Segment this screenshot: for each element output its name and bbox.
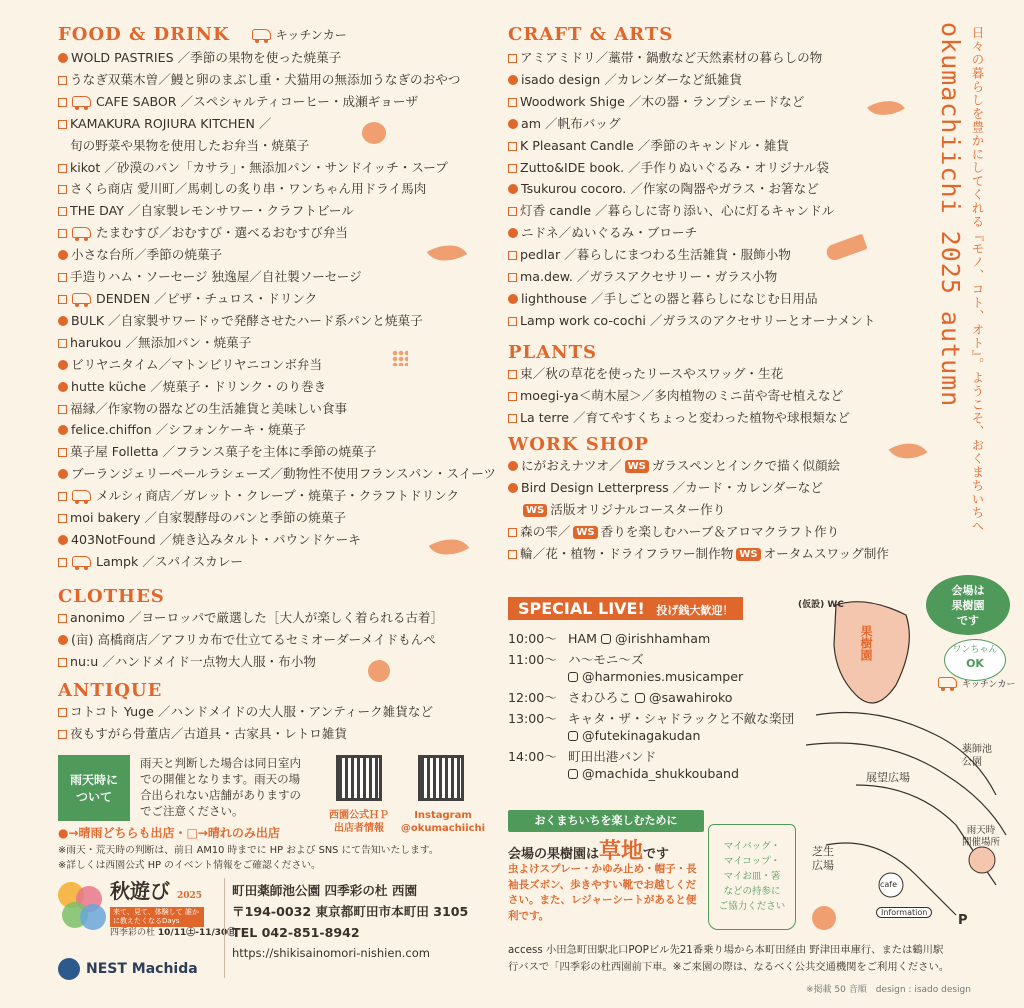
kitchen-car-icon xyxy=(72,490,91,501)
vendor-text: (亩) 高橋商店／アフリカ布で仕立てるセミオーダーメイドもんぺ xyxy=(71,631,436,647)
instagram-icon xyxy=(568,731,578,741)
workshop-item xyxy=(508,499,889,521)
autumn-fest-logo-icon xyxy=(58,882,110,934)
rain-ok-marker xyxy=(58,250,68,260)
vendor-item xyxy=(58,222,496,244)
credit: ※掲載 50 音順 design : isado design xyxy=(806,985,971,995)
venue-name: 町田薬師池公園 四季彩の杜 西園 xyxy=(232,883,418,898)
kitchen-car-icon xyxy=(252,29,271,40)
sunny-only-marker xyxy=(58,514,67,523)
rain-text-line: でご注意ください。 xyxy=(140,804,244,818)
live-item xyxy=(508,748,794,782)
sunny-only-marker xyxy=(58,492,67,501)
vendor-item xyxy=(508,113,875,135)
map-wc: (仮設) WC xyxy=(798,600,844,610)
sunny-only-marker xyxy=(58,614,67,623)
map-info: Information xyxy=(876,907,932,918)
workshop-text: 香りを楽しむハーブ＆アロマクラフト作り xyxy=(600,523,840,539)
vendor-item xyxy=(58,507,496,529)
vendor-text: KAMAKURA ROJIURA KITCHEN ／ xyxy=(70,115,272,131)
kitchen-car-icon xyxy=(72,227,91,238)
vendor-item xyxy=(58,723,433,745)
enjoy-headline xyxy=(508,834,669,865)
live-name: キャタ・ザ・シャドラックと不敵な楽団 xyxy=(568,711,795,726)
workshop-text: にがおえナツオ／ xyxy=(521,458,622,473)
footer-divider xyxy=(224,878,225,978)
workshop-text: 森の雫／ xyxy=(520,523,571,539)
sunny-only-marker xyxy=(508,142,517,151)
vendor-text: ビリヤニタイム／マトンビリヤニコンボ弁当 xyxy=(71,356,323,372)
vendor-item xyxy=(508,363,850,385)
workshop-text: 活版オリジナルコースター作り xyxy=(550,501,726,517)
live-item xyxy=(508,651,794,685)
vendor-text: 夜もすがら骨董店／古道具・古家具・レトロ雑貨 xyxy=(70,725,348,741)
craft-title: CRAFT & ARTS xyxy=(508,24,674,45)
sunny-only-marker xyxy=(58,185,67,194)
rain-ok-marker xyxy=(508,294,518,304)
rain-ok-marker xyxy=(58,382,68,392)
sunny-only-marker xyxy=(508,98,517,107)
rain-ok-marker xyxy=(508,461,518,471)
bag-note xyxy=(708,824,796,930)
vendor-item xyxy=(58,607,443,629)
rain-ok-marker xyxy=(508,75,518,85)
nest-name: NEST Machida xyxy=(86,961,198,977)
vendor-text: THE DAY ／自家製レモンサワー・クラフトビール xyxy=(70,203,354,219)
map-orchard: 果樹園 xyxy=(859,625,873,661)
sunny-only-marker xyxy=(508,370,517,379)
vendor-item xyxy=(58,332,496,354)
spacer xyxy=(58,142,67,151)
vendor-item xyxy=(58,463,496,485)
workshop-text: 輪／花・植物・ドライフラワー制作物 xyxy=(520,545,734,561)
vendor-item xyxy=(58,441,496,463)
vendor-text: 旬の野菜や果物を使用したお弁当・焼菓子 xyxy=(70,137,310,153)
ws-badge: WS xyxy=(573,526,597,539)
map-bubble-line: 会場は xyxy=(951,584,985,597)
ws-badge: WS xyxy=(736,548,760,561)
rain-ok-marker xyxy=(508,184,518,194)
map-rain-venue xyxy=(962,825,1000,849)
vendor-text: 福縁／作家物の器などの生活雑貨と美味しい食事 xyxy=(70,400,348,416)
vendor-text: 菓子屋 Folletta ／フランス菓子を主体に季節の焼菓子 xyxy=(70,444,377,460)
rain-text-line: での開催となります。雨天の場 xyxy=(140,772,301,786)
grapes-icon xyxy=(392,350,408,366)
qr-hp-label xyxy=(316,809,402,835)
logo-org: 四季彩の杜 xyxy=(110,928,156,938)
vendor-item xyxy=(58,398,496,420)
workshop-item xyxy=(508,455,889,477)
sunny-only-marker xyxy=(58,405,67,414)
sunny-only-marker xyxy=(508,251,517,260)
vendor-item xyxy=(508,385,850,407)
enjoy-body-line: 虫よけスプレー・かゆみ止め・帽子・長 xyxy=(508,863,697,875)
vendor-item xyxy=(58,288,496,310)
access-line: 行バスで「四季彩の杜西園前下車。※ご来園の際は、なるべく公共交通機関をご利用ください。 xyxy=(508,961,950,973)
vendor-item xyxy=(58,485,496,507)
instagram-icon xyxy=(601,634,611,644)
enjoy-body xyxy=(508,862,697,924)
workshop-text: オータムスワッグ制作 xyxy=(763,545,889,561)
enjoy-body-line: 利です。 xyxy=(508,909,550,922)
workshop-item xyxy=(508,477,889,499)
vendor-text: Woodwork Shige ／木の器・ランプシェードなど xyxy=(520,93,805,109)
map-bubble-line: です xyxy=(957,614,979,627)
qr-hp-label-1: 西園公式ＨＰ xyxy=(329,810,389,821)
map-bubble xyxy=(926,575,1010,635)
live-subtitle: 投げ銭大歓迎！ xyxy=(656,604,734,617)
map-pond-line: 薬師池 xyxy=(962,744,992,755)
qr-code-icon xyxy=(418,755,464,801)
vendor-item xyxy=(508,222,875,244)
vendor-text: La terre ／育てやすくちょっと変わった植物や球根類など xyxy=(520,409,850,425)
venue-tel: TEL 042-851-8942 xyxy=(232,925,360,940)
vendor-item xyxy=(508,47,875,69)
vendor-text: 403NotFound ／焼き込みタルト・パウンドケーキ xyxy=(71,531,361,547)
map-cafe: cafe xyxy=(880,880,898,889)
vendor-text: アミアミドリ／藁帯・鍋敷など天然素材の暮らしの物 xyxy=(520,50,823,65)
sunny-only-marker xyxy=(58,207,67,216)
live-name: さわひろこ xyxy=(568,690,631,705)
qr-instagram[interactable] xyxy=(418,755,464,801)
map-pond-line: 公園 xyxy=(962,757,982,768)
vendor-item xyxy=(58,376,496,398)
bag-line: マイバッグ・ xyxy=(723,841,781,852)
vendor-text: 灯香 candle ／暮らしに寄り添い、心に灯るキャンドル xyxy=(520,203,835,219)
live-ig[interactable]: @machida_shukkouband xyxy=(582,766,740,781)
chestnut-icon xyxy=(812,906,836,930)
vendor-text: メルシィ商店／ガレット・クレープ・焼菓子・クラフトドリンク xyxy=(96,488,460,504)
dog-ok-line: OK xyxy=(966,657,984,670)
vendor-text: Zutto&IDE book. ／手作りぬいぐるみ・オリジナル袋 xyxy=(520,159,829,175)
vendor-text: hutte küche ／焼菓子・ドリンク・のり巻き xyxy=(71,378,327,394)
plants-section xyxy=(508,342,850,429)
live-header xyxy=(508,597,743,620)
sunny-only-marker xyxy=(508,528,517,537)
sunny-only-marker xyxy=(508,273,517,282)
vendor-item xyxy=(508,310,875,332)
vendor-text: ニドネ／ぬいぐるみ・ブローチ xyxy=(521,225,698,241)
vendor-text: anonimo ／ヨーロッパで厳選した［大人が楽しく着られる古着］ xyxy=(70,610,444,625)
map-rain-line: 開催場所 xyxy=(962,837,1001,848)
nest-logo xyxy=(58,958,198,980)
vendor-item xyxy=(58,91,496,113)
venue-map xyxy=(796,585,1016,935)
enjoy-headline-c: です xyxy=(643,847,670,862)
rain-badge xyxy=(58,755,130,821)
vendor-item xyxy=(508,178,875,200)
vendor-item xyxy=(58,419,496,441)
rain-ok-marker xyxy=(508,483,518,493)
rain-ok-marker xyxy=(508,119,518,129)
vendor-item xyxy=(508,135,875,157)
live-time: 10:00〜 xyxy=(508,631,557,646)
live-item xyxy=(508,689,794,706)
live-name: HAM xyxy=(568,631,597,646)
rain-ok-marker xyxy=(508,228,518,238)
vendor-item xyxy=(508,200,875,222)
autumn-fest-logo xyxy=(110,879,237,939)
vendor-text: moi bakery ／自家製酵母のパンと季節の焼菓子 xyxy=(70,510,346,526)
live-ig[interactable]: @irishhamham xyxy=(614,631,711,646)
plants-list xyxy=(508,363,850,429)
sunny-only-marker xyxy=(58,339,67,348)
vendor-text: harukou ／無添加パン・焼菓子 xyxy=(70,334,252,350)
map-parking: P xyxy=(958,913,968,928)
sunny-only-marker xyxy=(508,207,517,216)
live-name: 町田出港バンド xyxy=(568,749,657,764)
sunny-only-marker xyxy=(58,448,67,457)
workshop-text: ガラスペンとインクで描く似顔絵 xyxy=(651,458,841,473)
map-shiba xyxy=(812,845,834,873)
vendor-item xyxy=(58,157,496,179)
live-ig[interactable]: @futekinagakudan xyxy=(582,728,701,743)
qr-code-icon xyxy=(336,755,382,801)
map-kitchen xyxy=(936,677,1015,690)
vendor-text: lighthouse ／手しごとの器と暮らしになじむ日用品 xyxy=(521,290,818,306)
sunny-only-marker xyxy=(58,730,67,739)
sunny-only-marker xyxy=(508,317,517,326)
sunny-only-marker xyxy=(508,392,517,401)
ws-badge: WS xyxy=(625,460,649,473)
sunny-only-marker xyxy=(58,273,67,282)
antique-section xyxy=(58,680,433,745)
workshop-item xyxy=(508,521,889,543)
bag-line: などの持参に xyxy=(723,886,781,897)
live-item xyxy=(508,710,794,744)
clothes-section xyxy=(58,586,443,673)
sunny-only-marker xyxy=(508,550,517,559)
vendor-item xyxy=(508,288,875,310)
vendor-text: ブーランジェリーペールラシェーズ／動物性不使用フランスパン・スイーツ xyxy=(71,466,496,482)
venue-url[interactable]: https://shikisainomori-nishien.com xyxy=(232,946,430,960)
vendor-text: ma.dew. ／ガラスアクセサリー・ガラス小物 xyxy=(520,269,778,285)
vendor-text: kikot ／砂漠のパン「カサラ」・無添加パン・サンドイッチ・スープ xyxy=(70,159,448,175)
sunny-only-marker xyxy=(58,229,67,238)
spacer xyxy=(508,506,517,515)
rain-note: ※雨天・荒天時の判断は、前日 AM10 時までに HP および SNS にて告知いたします。 xyxy=(58,845,439,856)
qr-hp[interactable] xyxy=(336,755,382,801)
vendor-item xyxy=(58,135,496,157)
sunny-only-marker xyxy=(58,120,67,129)
antique-list xyxy=(58,701,433,745)
vendor-item xyxy=(58,178,496,200)
vendor-item xyxy=(58,113,496,135)
vendor-item xyxy=(58,310,496,332)
sunny-only-marker xyxy=(58,708,67,717)
live-list xyxy=(508,630,794,786)
vendor-text: CAFE SABOR ／スペシャルティコーヒー・成瀬ギョーザ xyxy=(96,93,419,109)
enjoy-body-line: さい。また、レジャーシートがあると便 xyxy=(508,894,697,906)
rain-ok-marker xyxy=(58,469,68,479)
enjoy-headline-b: 草地 xyxy=(599,839,644,864)
logo-title: 秋遊び xyxy=(110,879,170,903)
workshop-section xyxy=(508,434,889,565)
nest-logo-icon xyxy=(58,958,80,980)
sunny-only-marker xyxy=(508,414,517,423)
vendor-text: pedlar ／暮らしにまつわる生活雑貨・服飾小物 xyxy=(520,247,791,263)
chestnut-icon xyxy=(368,660,390,682)
leaf-icon xyxy=(889,433,928,468)
vendor-text: Tsukurou cocoro. ／作家の陶器やガラス・お箸など xyxy=(521,181,819,197)
live-time: 13:00〜 xyxy=(508,711,557,726)
live-time: 14:00〜 xyxy=(508,749,557,764)
rain-note: ※詳しくは西園公式 HP のイベント情報をご確認ください。 xyxy=(58,860,321,871)
antique-title: ANTIQUE xyxy=(58,680,163,701)
clothes-title: CLOTHES xyxy=(58,586,165,607)
vendor-text: DENDEN ／ピザ・チュロス・ドリンク xyxy=(96,290,318,306)
vertical-title: okumachiichi 2025 autumn xyxy=(936,22,965,408)
vendor-item xyxy=(58,701,433,723)
vendor-item xyxy=(58,354,496,376)
map-pond xyxy=(962,743,992,769)
rain-ok-marker xyxy=(58,53,68,63)
bag-line: マイコップ・ xyxy=(723,856,781,867)
vendor-text: うなぎ双葉木曽／鰻と卵のまぶし重・犬猫用の無添加うなぎのおやつ xyxy=(70,71,461,87)
map-kitchen-label: キッチンカー xyxy=(962,680,1016,690)
enjoy-headline-a: 会場の果樹園は xyxy=(508,847,600,862)
qr-ig-label-2: @okumachiichi xyxy=(400,823,486,834)
live-ig[interactable]: @sawahiroko xyxy=(648,690,733,705)
vendor-text: WOLD PASTRIES ／季節の果物を使った焼菓子 xyxy=(71,50,342,65)
dog-ok-line: ワンちゃん xyxy=(952,645,998,655)
access-line: access 小田急町田駅北口POPビル先21番乗り場から本町田経由 野津田車庫行、または鶴川駅 xyxy=(508,944,944,956)
qr-ig-label-1: Instagram xyxy=(414,810,472,821)
rain-ok-marker xyxy=(58,316,68,326)
sunny-only-marker xyxy=(58,76,67,85)
sunny-only-marker xyxy=(58,98,67,107)
enjoy-badge: おくまちいちを楽しむために xyxy=(508,810,704,832)
vendor-text: nu:u ／ハンドメイド一点物大人服・布小物 xyxy=(70,653,316,669)
workshop-item xyxy=(508,543,889,565)
vendor-text: BULK ／自家製サワードゥで発酵させたハード系パンと焼菓子 xyxy=(71,312,423,328)
sunny-only-marker xyxy=(58,558,67,567)
vendor-text: 手造りハム・ソーセージ 独逸屋／自社製ソーセージ xyxy=(70,269,362,285)
kitchen-car-icon xyxy=(938,677,957,688)
vendor-item xyxy=(508,69,875,91)
vendor-item xyxy=(58,69,496,91)
food-section xyxy=(58,24,496,573)
map-rain-line: 雨天時 xyxy=(966,825,996,836)
instagram-icon xyxy=(568,769,578,779)
live-ig[interactable]: @harmonies.musicamper xyxy=(582,669,744,684)
map-shiba-line: 広場 xyxy=(812,859,834,872)
kitchen-car-legend: キッチンカー xyxy=(275,28,347,42)
venue-address: 〒194-0032 東京都町田市本町田 3105 xyxy=(232,904,469,919)
vendor-item xyxy=(58,47,496,69)
logo-dates: 10/11㊏-11/30㊐ xyxy=(157,928,237,938)
food-title: FOOD & DRINK xyxy=(58,24,230,45)
vendor-item xyxy=(508,91,875,113)
vendor-item xyxy=(508,407,850,429)
vendor-text: コトコト Yuge ／ハンドメイドの大人服・アンティーク雑貨など xyxy=(70,704,434,719)
map-tenbo: 展望広場 xyxy=(866,771,910,784)
vendor-item xyxy=(58,629,443,651)
sunny-only-marker xyxy=(508,54,517,63)
access-info xyxy=(508,942,949,976)
workshop-title: WORK SHOP xyxy=(508,434,649,455)
qr-hp-label-2: 出店者情報 xyxy=(334,823,384,834)
logo-sub: 来て、見て、体験して 誰かに教えたくなるDays xyxy=(110,907,204,927)
live-name: ハ〜モニ〜ズ xyxy=(568,652,644,667)
rain-notes xyxy=(58,843,439,873)
rain-ok-marker xyxy=(58,635,68,645)
sunny-only-marker xyxy=(58,658,67,667)
apple-icon xyxy=(362,122,386,144)
vendor-text: 小さな台所／季節の焼菓子 xyxy=(71,247,223,263)
rain-text-line: 雨天と判断した場合は同日室内 xyxy=(140,756,301,770)
rain-text xyxy=(140,755,301,819)
craft-section xyxy=(508,24,875,332)
plants-title: PLANTS xyxy=(508,342,598,363)
vendor-text: am ／帆布バッグ xyxy=(521,115,621,131)
rain-badge-line1: 雨天時に xyxy=(69,773,118,787)
workshop-list xyxy=(508,455,889,565)
live-time: 11:00〜 xyxy=(508,652,557,667)
vendor-text: Lamp work co-cochi ／ガラスのアクセサリーとオーナメント xyxy=(520,312,876,328)
rain-legend: ●→晴雨どちらも出店・□→晴れのみ出店 xyxy=(58,826,280,840)
vendor-text: isado design ／カレンダーなど紙雑貨 xyxy=(521,71,742,87)
sunny-only-marker xyxy=(58,164,67,173)
map-bubble-line: 果樹園 xyxy=(951,599,985,612)
bag-line: ご協力ください xyxy=(718,901,786,912)
workshop-text: Bird Design Letterpress ／カード・カレンダーなど xyxy=(521,479,823,495)
vendor-text: さくら商店 愛川町／馬刺しの炙り串・ワンちゃん用ドライ馬肉 xyxy=(70,181,427,197)
kitchen-car-icon xyxy=(72,293,91,304)
venue-info xyxy=(232,880,468,964)
vendor-text: 束／秋の草花を使ったリースやスワッグ・生花 xyxy=(520,366,784,381)
sunny-only-marker xyxy=(58,295,67,304)
vendor-item xyxy=(508,266,875,288)
kitchen-car-icon xyxy=(72,96,91,107)
vendor-item xyxy=(508,157,875,179)
rain-text-line: 合出られない店舗がありますの xyxy=(140,788,301,802)
vendor-item xyxy=(58,200,496,222)
rain-ok-marker xyxy=(58,360,68,370)
rain-badge-line2: ついて xyxy=(75,790,112,804)
live-item xyxy=(508,630,794,647)
rain-ok-marker xyxy=(58,535,68,545)
sunny-only-marker xyxy=(508,164,517,173)
vendor-text: moegi-ya＜萌木屋＞／多肉植物のミニ苗や寄せ植えなど xyxy=(520,387,844,403)
logo-year: 2025 xyxy=(176,891,203,901)
ws-badge: WS xyxy=(523,504,547,517)
vendor-text: K Pleasant Candle ／季節のキャンドル・雑貨 xyxy=(520,137,789,153)
rain-ok-marker xyxy=(58,425,68,435)
qr-ig-label xyxy=(400,809,486,835)
bag-line: マイお皿・箸 xyxy=(723,871,781,882)
instagram-icon xyxy=(568,672,578,682)
food-list xyxy=(58,47,496,573)
dog-ok xyxy=(944,639,1006,681)
kitchen-car-icon xyxy=(72,556,91,567)
craft-list xyxy=(508,47,875,332)
vendor-text: たまむすび／おむすび・選べるおむすび弁当 xyxy=(96,225,348,241)
live-time: 12:00〜 xyxy=(508,690,557,705)
vendor-text: Lampk ／スパイスカレー xyxy=(96,553,243,569)
vendor-item xyxy=(58,266,496,288)
vertical-subtitle: 日々の暮らしを豊かにしてくれる『モノ、コト、オト』。ようこそ、おくまちいちへ xyxy=(970,26,985,533)
vendor-item xyxy=(58,551,496,573)
vendor-item xyxy=(508,244,875,266)
live-title: SPECIAL LIVE! 投げ銭大歓迎！ xyxy=(508,597,743,620)
map-shiba-line: 芝生 xyxy=(812,845,834,858)
enjoy-body-line: 袖長ズボン、歩きやすい靴でお越しくだ xyxy=(508,878,697,891)
instagram-icon xyxy=(635,693,645,703)
vendor-text: felice.chiffon ／シフォンケーキ・焼菓子 xyxy=(71,422,306,438)
